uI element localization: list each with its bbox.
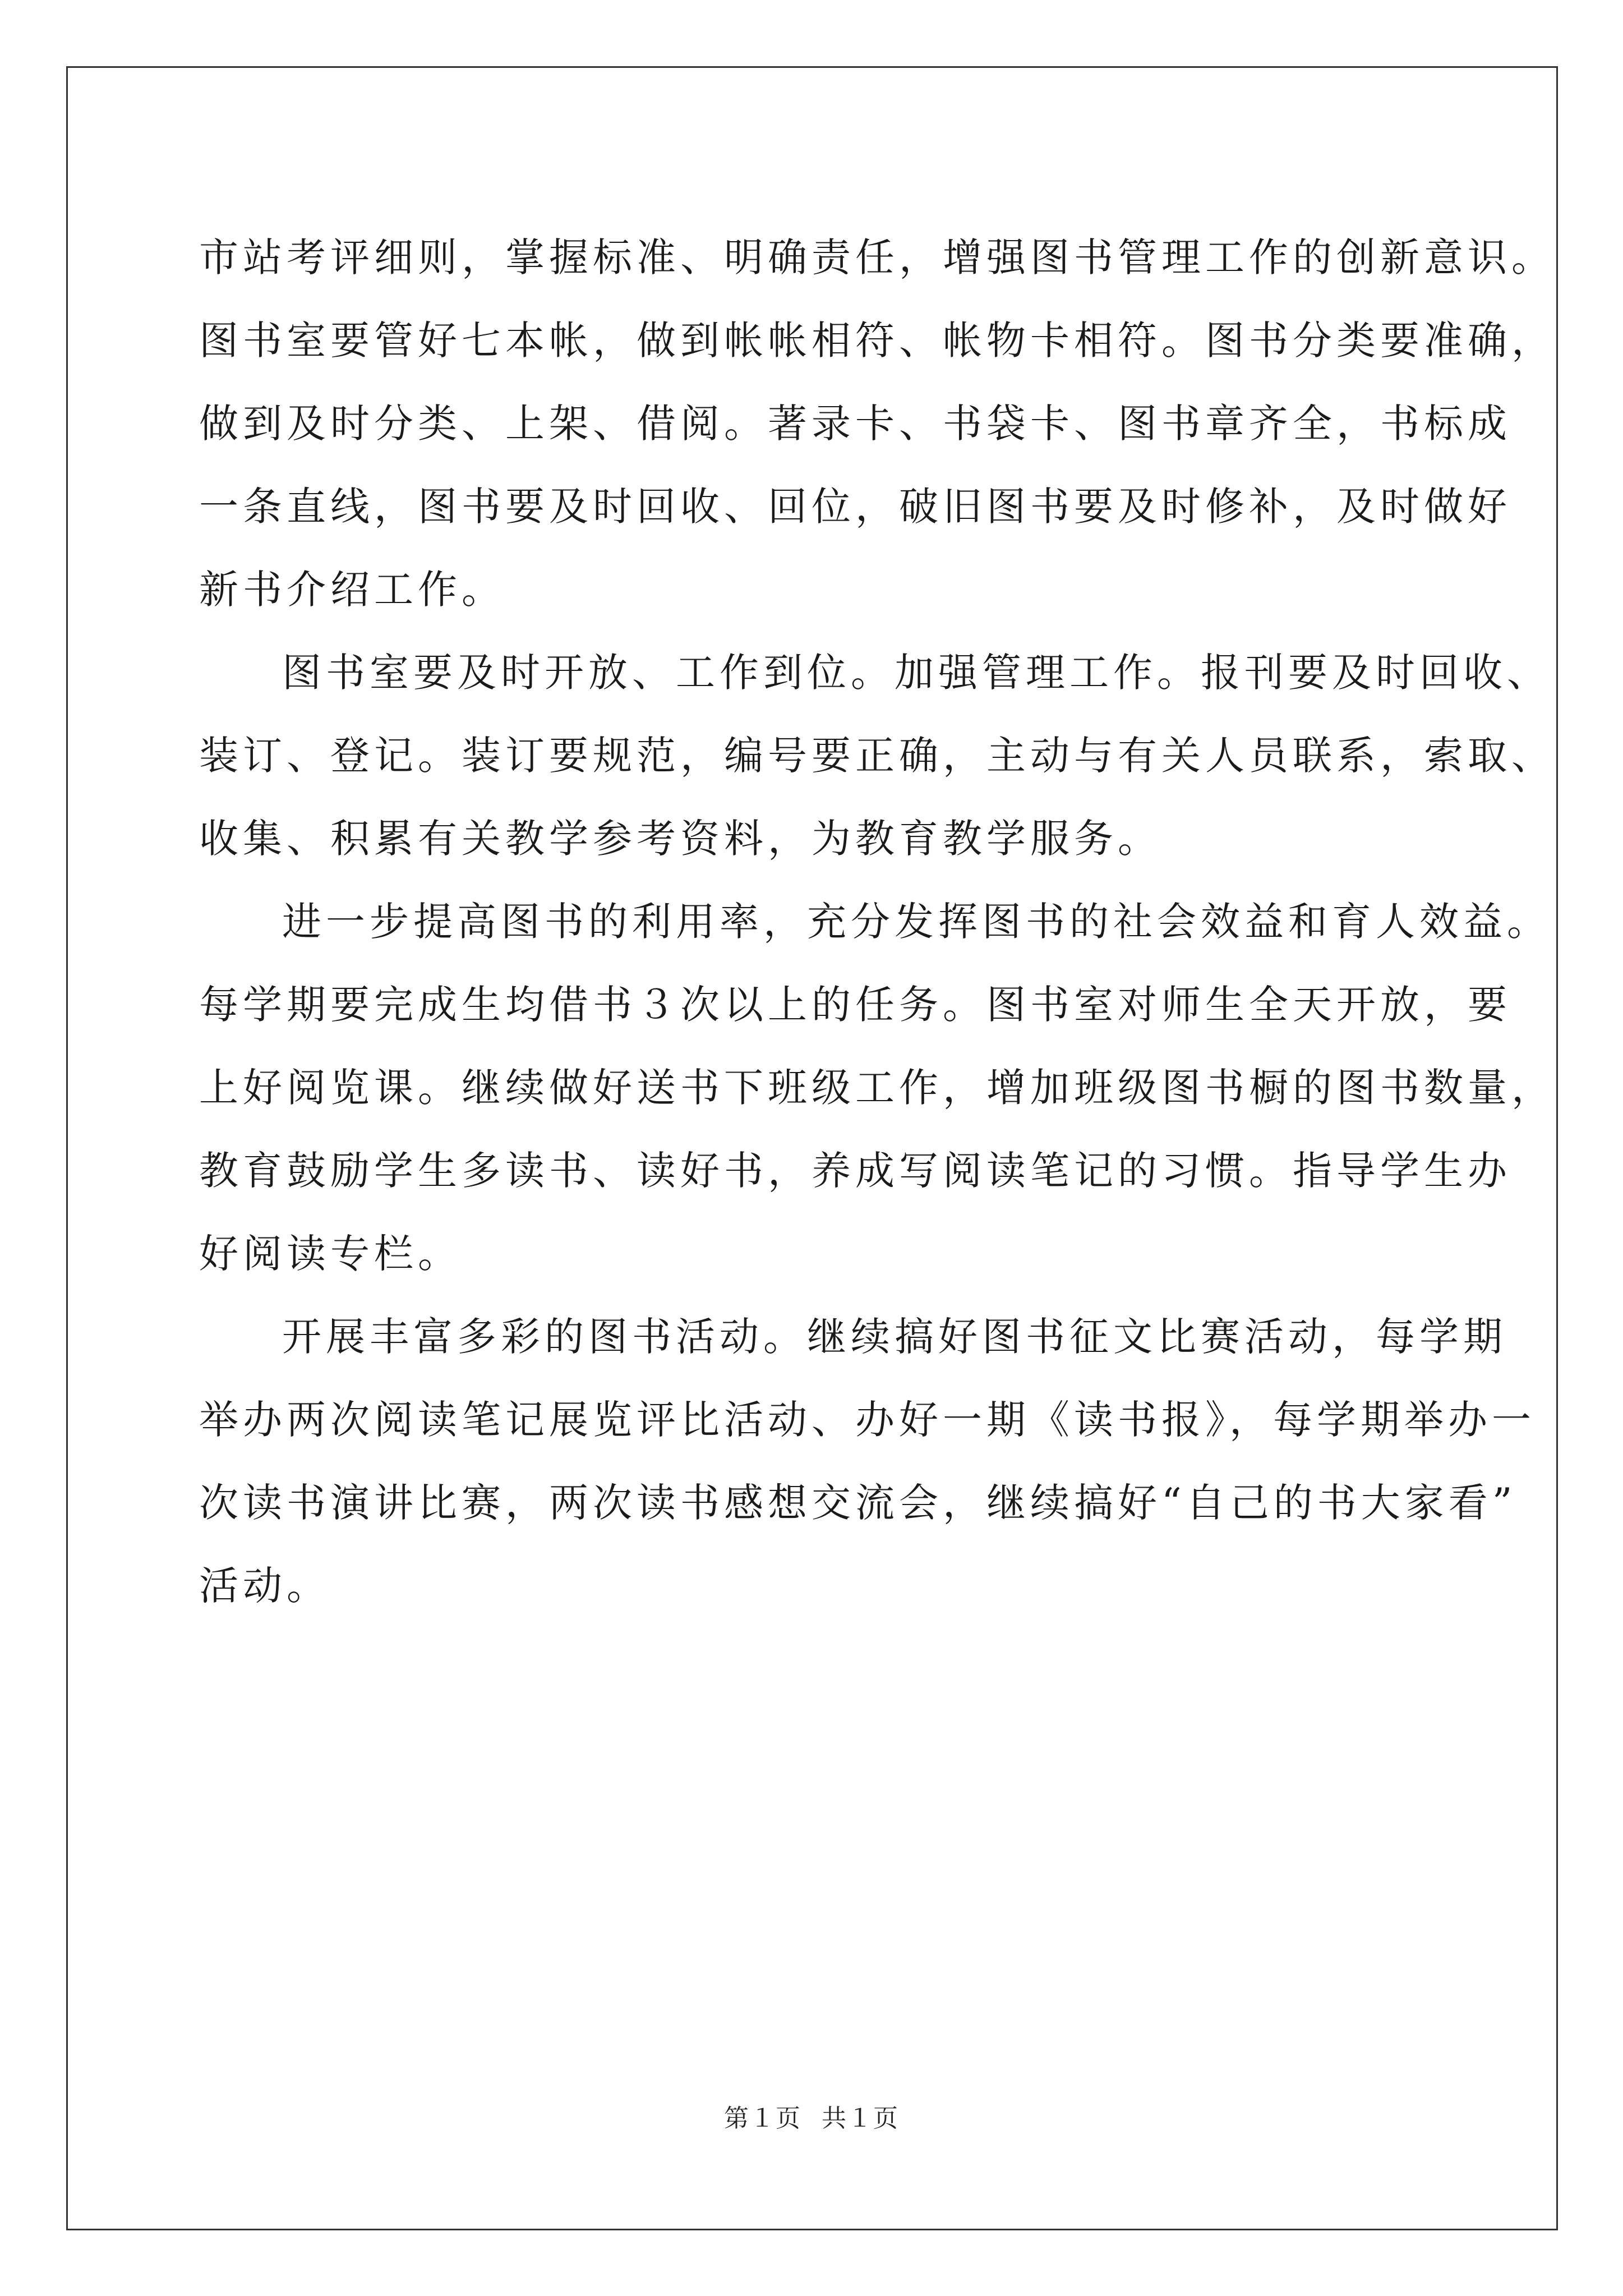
text-line: 装订、登记。装订要规范，编号要正确，主动与有关人员联系，索取、 [199,733,1555,779]
text-line: 收集、积累有关教学参考资料，为教育教学服务。 [199,816,1161,862]
text-line: 活动。 [199,1563,330,1609]
text-line: 图书室要管好七本帐，做到帐帐相符、帐物卡相符。图书分类要准确， [199,318,1555,364]
page-footer [0,2098,1623,2134]
text-line: 图书室要及时开放、工作到位。加强管理工作。报刊要及时回收、 [282,650,1551,696]
paragraph-1 [199,216,1555,631]
text-line: 新书介绍工作。 [199,567,505,613]
page-total: 共１页 [822,2104,899,2133]
text-line: 好阅读专栏。 [199,1231,462,1277]
text-line: 每学期要完成生均借书３次以上的任务。图书室对师生全天开放，要 [199,982,1511,1028]
text-line: 市站考评细则，掌握标准、明确责任，增强图书管理工作的创新意识。 [199,234,1555,280]
text-line: 开展丰富多彩的图书活动。继续搞好图书征文比赛活动，每学期 [282,1314,1507,1360]
document-body [199,216,1555,1627]
text-line: 做到及时分类、上架、借阅。著录卡、书袋卡、图书章齐全，书标成 [199,401,1511,447]
page-number: 第１页 [724,2104,801,2133]
paragraph-2 [199,631,1555,880]
paragraph-4 [199,1295,1536,1627]
text-line: 上好阅览课。继续做好送书下班级工作，增加班级图书橱的图书数量， [199,1065,1555,1111]
text-line: 教育鼓励学生多读书、读好书，养成写阅读笔记的习惯。指导学生办 [199,1148,1511,1194]
paragraph-3 [199,880,1555,1295]
text-line: 一条直线，图书要及时回收、回位，破旧图书要及时修补，及时做好 [199,484,1511,530]
text-line: 次读书演讲比赛，两次读书感想交流会，继续搞好“自己的书大家看” [199,1480,1517,1526]
text-line: 进一步提高图书的利用率，充分发挥图书的社会效益和育人效益。 [282,899,1551,945]
text-line: 举办两次阅读笔记展览评比活动、办好一期《读书报》，每学期举办一 [199,1397,1536,1443]
